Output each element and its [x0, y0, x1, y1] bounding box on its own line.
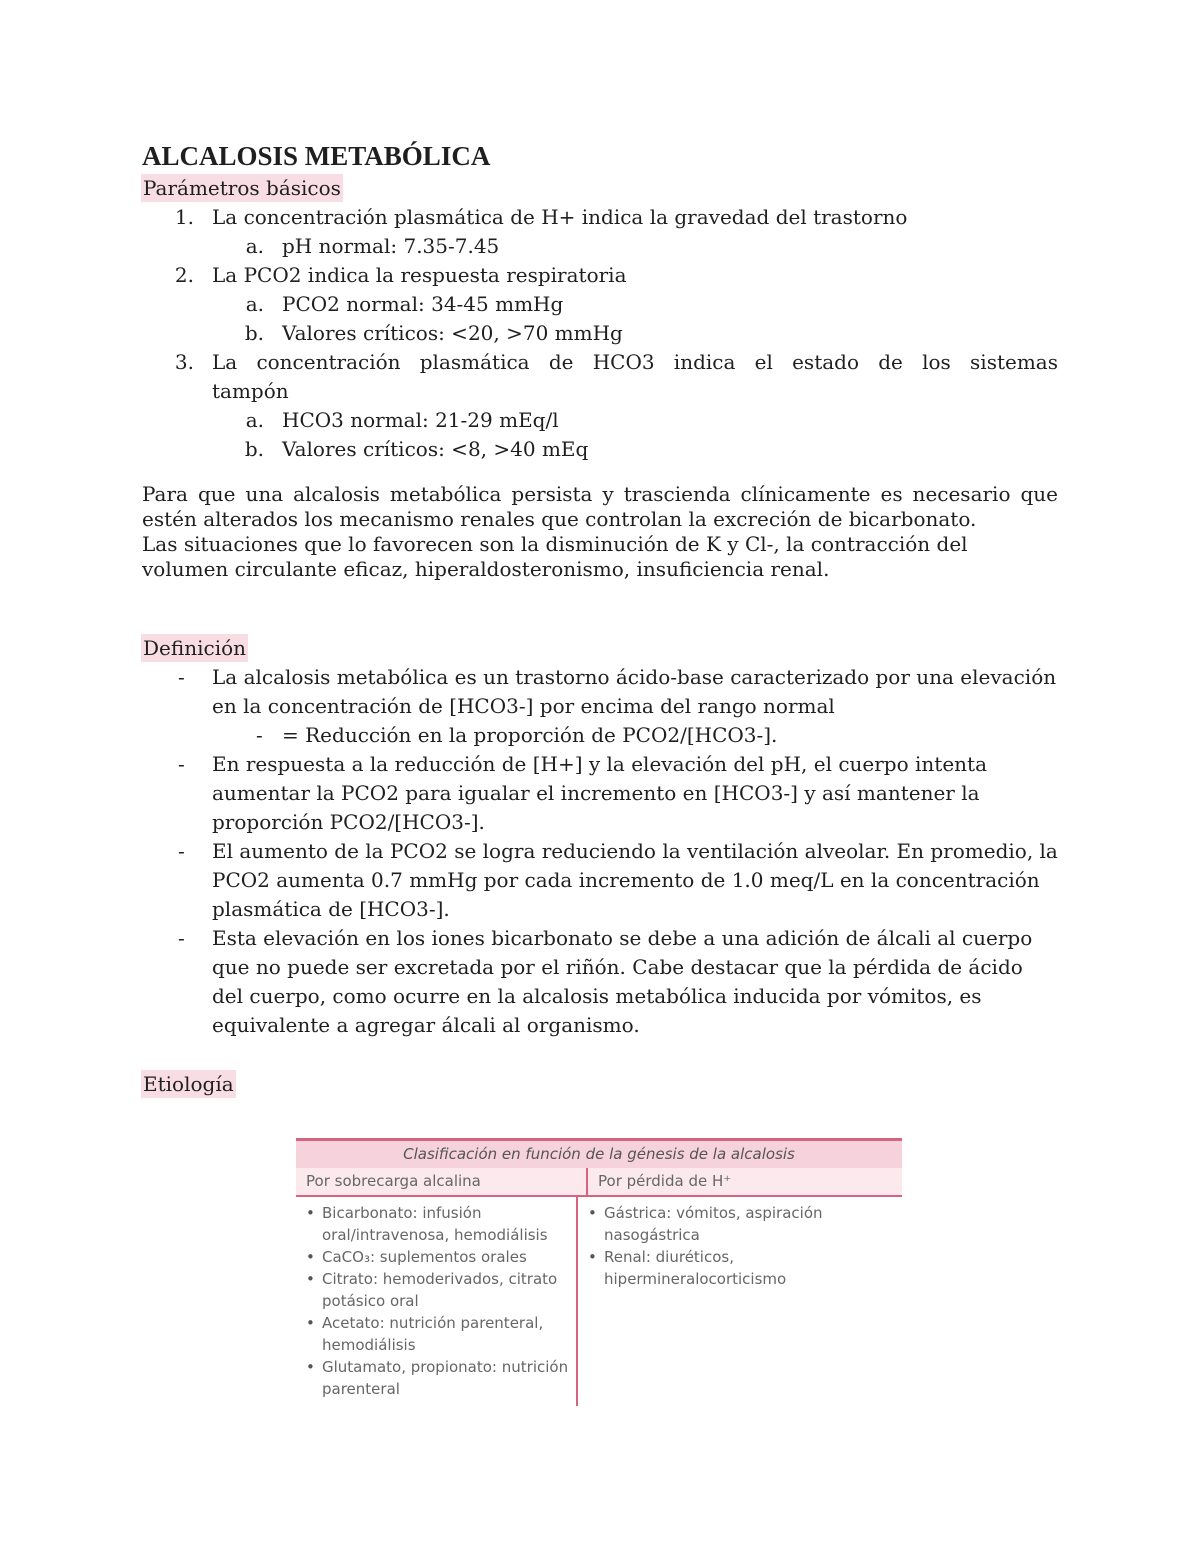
table-header-cell: Por pérdida de H⁺ [598, 1172, 732, 1190]
list-item [142, 924, 1058, 1040]
dash-marker: - [178, 752, 185, 776]
bullet-icon: • [306, 1358, 315, 1376]
list-marker: b. [244, 437, 264, 461]
bullet-icon: • [306, 1314, 315, 1332]
dash-marker: - [178, 839, 185, 863]
table-caption: Clasificación en función de la génesis de la alcalosis [296, 1138, 902, 1168]
list-marker: 2. [174, 263, 194, 287]
bullet-icon: • [306, 1204, 315, 1222]
list-item [296, 1202, 576, 1246]
dash-marker: - [256, 723, 263, 747]
list-item-text: La PCO2 indica la respuesta respiratoria [212, 263, 627, 287]
list-item-text: Esta elevación en los iones bicarbonato se debe a una adición de álcali al cuerpo que no puede ser excretada por el riñón. Cabe destacar que la pérdida de ácido del cuerpo, como ocurre en la alcalosis metabólica inducida por vómitos, es equivalente a agregar álcali al organismo. [212, 926, 1033, 1037]
table-body-row [296, 1197, 902, 1406]
bullet-icon: • [588, 1204, 597, 1222]
list-subitem [142, 721, 1058, 750]
list-item-text: Acetato: nutrición parenteral, hemodiálisis [322, 1314, 544, 1354]
parametros-heading: Parámetros básicos [143, 176, 341, 200]
list-item-text: El aumento de la PCO2 se logra reduciendo la ventilación alveolar. En promedio, la PCO2 aumenta 0.7 mmHg por cada incremento de 1.0 meq/L en la concentración plasmática de [HCO3-]. [212, 839, 1058, 921]
list-subitem [142, 232, 1058, 261]
definicion-heading: Definición [143, 636, 247, 660]
paragraph: Para que una alcalosis metabólica persista y trascienda clínicamente es necesario que estén alterados los mecanismo renales que controlan la excreción de bicarbonato. [142, 482, 1058, 531]
bullet-list [296, 1202, 576, 1400]
list-subitem [142, 435, 1058, 464]
list-item-text: La concentración plasmática de HCO3 indica el estado de los sistemas [212, 350, 1058, 374]
document-page [142, 138, 1058, 1099]
list-item [142, 750, 1058, 837]
list-item-text: Renal: diuréticos, hipermineralocorticismo [604, 1248, 787, 1288]
list-item [142, 203, 1058, 232]
paragraph: Las situaciones que lo favorecen son la disminución de K y Cl-, la contracción del volumen circulante eficaz, hiperaldosteronismo, insuficiencia renal. [142, 532, 968, 581]
bullet-icon: • [588, 1248, 597, 1266]
table-cell [578, 1197, 878, 1406]
list-item [142, 348, 1058, 406]
list-item [296, 1268, 576, 1312]
list-subitem-text: PCO2 normal: 34-45 mmHg [282, 292, 564, 316]
list-item-text: La alcalosis metabólica es un trastorno ácido-base caracterizado por una elevación en la concentración de [HCO3-] por encima del rango normal [212, 665, 1057, 718]
list-marker: 3. [174, 350, 194, 374]
list-item-text: CaCO₃: suplementos orales [322, 1248, 527, 1266]
list-item-text: Gástrica: vómitos, aspiración nasogástrica [604, 1204, 823, 1244]
etiologia-heading: Etiología [143, 1072, 234, 1096]
list-item [296, 1356, 576, 1400]
bullet-icon: • [306, 1270, 315, 1288]
list-item [142, 837, 1058, 924]
list-item-text: Glutamato, propionato: nutrición parenteral [322, 1358, 569, 1398]
list-marker: a. [245, 408, 264, 432]
table-cell [296, 1197, 578, 1406]
list-item-text: Citrato: hemoderivados, citrato potásico oral [322, 1270, 558, 1310]
list-marker: a. [245, 234, 264, 258]
table-header-cell: Por sobrecarga alcalina [296, 1168, 588, 1195]
list-subitem [142, 319, 1058, 348]
table-header-row [296, 1168, 902, 1197]
list-marker: 1. [174, 205, 194, 229]
list-item [578, 1202, 878, 1246]
list-item [296, 1312, 576, 1356]
list-subitem-text: = Reducción en la proporción de PCO2/[HCO3-]. [282, 723, 778, 747]
list-subitem-text: HCO3 normal: 21-29 mEq/l [282, 408, 559, 432]
list-item-text: En respuesta a la reducción de [H+] y la elevación del pH, el cuerpo intenta aumentar la PCO2 para igualar el incremento en [HCO3-] y así mantener la proporción PCO2/[HCO3-]. [212, 752, 987, 834]
list-item-text-continuation: tampón [212, 379, 289, 403]
list-subitem [142, 290, 1058, 319]
list-item-text: Bicarbonato: infusión oral/intravenosa, hemodiálisis [322, 1204, 548, 1244]
list-item [578, 1246, 878, 1290]
list-subitem [142, 406, 1058, 435]
list-item [142, 663, 1058, 721]
list-marker: b. [244, 321, 264, 345]
list-subitem-text: pH normal: 7.35-7.45 [282, 234, 500, 258]
list-subitem-text: Valores críticos: <8, >40 mEq [282, 437, 589, 461]
bullet-icon: • [306, 1248, 315, 1266]
etiology-table [296, 1138, 902, 1406]
list-item-text: La concentración plasmática de H+ indica la gravedad del trastorno [212, 205, 908, 229]
document-title: ALCALOSIS METABÓLICA [142, 141, 491, 171]
list-marker: a. [245, 292, 264, 316]
list-item [142, 261, 1058, 290]
bullet-list [578, 1202, 878, 1290]
list-item [296, 1246, 576, 1268]
dash-marker: - [178, 665, 185, 689]
list-subitem-text: Valores críticos: <20, >70 mmHg [282, 321, 623, 345]
dash-marker: - [178, 926, 185, 950]
